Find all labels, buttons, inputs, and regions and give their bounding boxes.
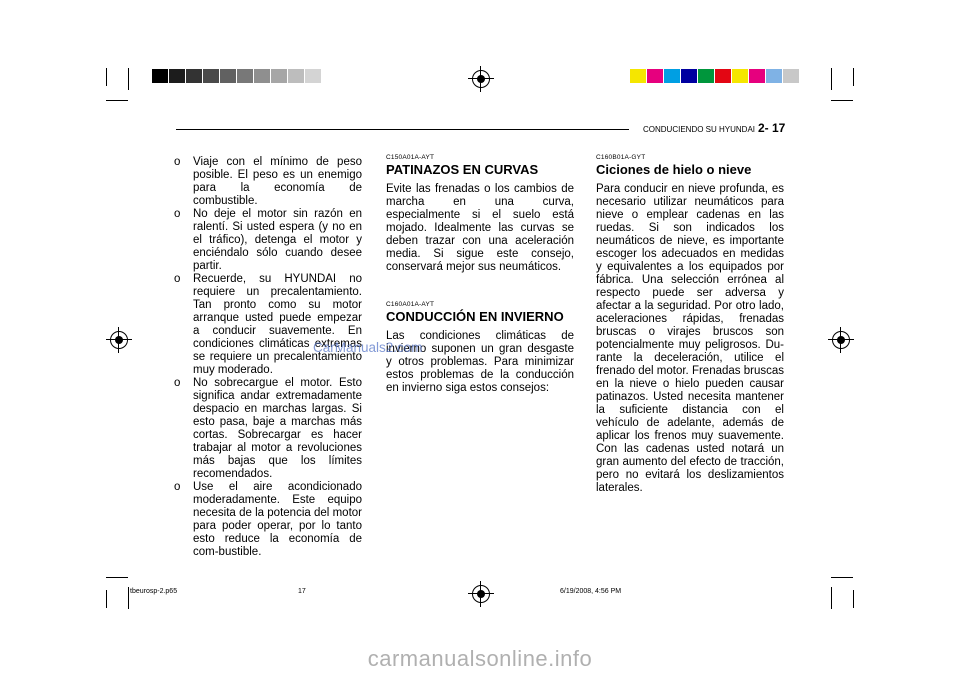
calibration-swatch [203,69,219,83]
section-heading: PATINAZOS EN CURVAS [386,162,539,177]
header-rule [176,129,629,130]
footer-timestamp: 6/19/2008, 4:56 PM [560,588,622,595]
section-title: CONDUCIENDO SU HYUNDAI [643,125,756,134]
calibration-swatch [254,69,270,83]
calibration-swatch [698,69,714,83]
crop-mark [106,577,128,578]
crop-mark [853,590,854,608]
registration-mark-icon [472,585,490,603]
calibration-swatch [152,69,168,83]
crop-mark [128,587,129,609]
calibration-swatch [766,69,782,83]
left-column [173,156,362,559]
middle-column [386,154,574,395]
section-code: C150A01A-AYT [386,154,435,161]
section-heading: CONDUCCIÓN EN INVIERNO [386,309,564,324]
registration-mark-icon [110,331,128,349]
list-item: o Viaje con el mínimo de peso posible. El peso es un enemigo para la economía de combustible. [174,156,362,207]
crop-mark [106,100,128,101]
section-body: Las condiciones climáticas de invierno suponen un gran desgaste y otros problemas. Para minimizar estos problemas de la conducción en invierno siga estos consejos: [386,330,574,394]
crop-mark [831,68,832,90]
calibration-swatch [647,69,663,83]
page-number: 2- 17 [758,121,786,135]
calibration-swatch [169,69,185,83]
calibration-swatch [220,69,236,83]
list-item: o Use el aire acondicionado moderadamente. Este equipo necesita de la potencia del motor para poder operar, por lo tanto esto reduce la economía de com-bustible. [174,481,362,558]
calibration-swatch [783,69,799,83]
crop-mark [106,590,107,608]
section-heading: Ciciones de hielo o nieve [596,162,752,177]
list-item: o No sobrecargue el motor. Esto significa andar extremadamente despacio en marchas largas. Si esto pasa, baje a marchas más cortas. Sobrecargar es hacer trabajar al motor a revoluciones más bajas que los límites recomendados. [174,377,362,480]
section-body: Evite las frenadas o los cambios de marcha en una curva, especialmente si el suelo está mojado. Idealmente las curvas se deben trazar con una aceleración media. Si sigue este consejo, conservará mejor sus neumáticos. [386,183,574,273]
footer-filename: tbeurosp-2.p65 [130,588,178,595]
crop-mark [853,68,854,86]
section-code: C160B01A-GYT [596,154,646,161]
calibration-swatch [681,69,697,83]
crop-mark [831,587,832,609]
calibration-swatch [715,69,731,83]
calibration-swatch [732,69,748,83]
calibration-swatch [288,69,304,83]
registration-mark-icon [472,70,490,88]
calibration-swatch [305,69,321,83]
crop-mark [831,577,853,578]
list-item: o Recuerde, su HYUNDAI no requiere un precalentamiento. Tan pronto como su motor arranque usted puede empezar a conducir suavemente. En condiciones climáticas extremas se requiere un precalentamiento muy moderado. [174,273,362,376]
footer-page: 17 [298,588,306,595]
section-code: C160A01A-AYT [386,301,435,308]
calibration-swatch [630,69,646,83]
section-body: Para conducir en nieve profunda, es necesario utilizar neumáticos para nieve o emplear cadenas en las ruedas. Si son indicados los neumáticos de nieve, es importante escoger los adecuados en medidas y equivalentes a los equipados por fábrica. Una selección errónea al respecto puede ser adversa y afectar a la seguridad. Por otro lado, aceleraciones rápidas, frenadas bruscas o virajes bruscos son potencialmente muy peligrosos. Du-rante la deceleración, utilice el frenado del motor. Frenadas bruscas en la nieve o hielo pueden causar patinazos. Usted necesita mantener la suficiente distancia con el vehículo de adelante, además de aplicar los frenos muy suavemente. Con las cadenas usted notará un gran aumento del efecto de tracción, pero no evitará los deslizamientos laterales. [596,183,784,494]
crop-mark [831,100,853,101]
calibration-swatch [664,69,680,83]
watermark: CarManuals2.com [313,340,423,355]
crop-mark [106,68,107,86]
calibration-swatch [749,69,765,83]
site-watermark: carmanualsonline.info [367,646,593,671]
calibration-swatch [271,69,287,83]
calibration-swatch [186,69,202,83]
crop-mark [128,68,129,90]
right-column [596,154,784,495]
list-item: o No deje el motor sin razón en ralentí. Si usted espera (y no en el tráfico), detenga el motor y enciéndalo sólo cuando desee partir. [174,208,362,272]
calibration-swatch [237,69,253,83]
registration-mark-icon [832,331,850,349]
